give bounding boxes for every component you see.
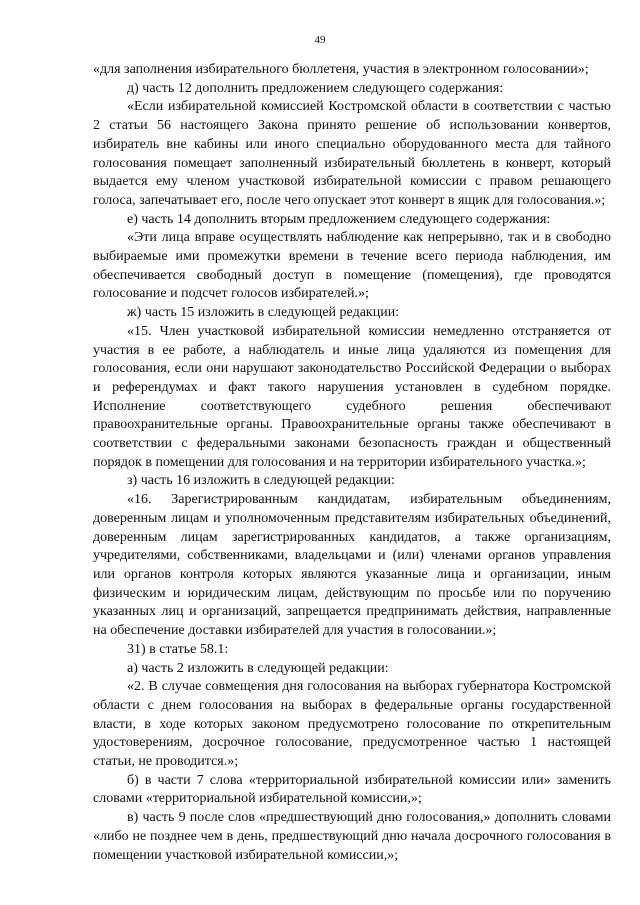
paragraph-10: 31) в статье 58.1: [127,641,229,657]
paragraph-5: «Эти лица вправе осуществлять наблюдение как непрерывно, так и в свободно выбираемые ими промежутки времени в течение всего периода наблюдения, им обеспечивается свободный доступ в помещение (помещения), где проводятся голосование и подсчет голосов избирателей.»; [93,230,611,302]
document-body [93,61,611,865]
paragraph-1: «для заполнения избирательного бюллетеня, участия в электронном голосовании»; [93,62,589,77]
paragraph-3: «Если избирательной комиссией Костромской области в соответствии с частью 2 статьи 56 настоящего Закона принято решение об использовании конвертов, избиратель вне кабины или иного специально оборудованного места для тайного голосования помещает заполненный избирательный бюллетень в конверт, который выдается ему членом участковой избирательной комиссии с правом решающего голоса, запечатывает его, после чего опускает этот конверт в ящик для голосования.»; [93,99,611,208]
paragraph-4: е) часть 14 дополнить вторым предложением следующего содержания: [127,211,551,227]
paragraph-11: а) часть 2 изложить в следующей редакции: [127,660,389,676]
paragraph-9: «16. Зарегистрированным кандидатам, избирательным объединениям, доверенным лицам и уполномоченным представителям избирательных объединений, доверенным лицам зарегистрированных кандидатов, а также организациям, учредителями, собственниками, владельцами и (или) членами органов управления или органов контроля которых являются указанные лица и организации, иным физическим и юридическим лицам, действующим по просьбе или по поручению указанных лиц и организаций, запрещается предпринимать действия, направленные на обеспечение доставки избирателей для участия в голосовании.»; [93,492,611,639]
paragraph-8: з) часть 16 изложить в следующей редакции: [127,473,395,489]
page-number: 49 [314,34,326,46]
paragraph-13: б) в части 7 слова «территориальной избирательной комиссии или» заменить словами «территориальной избирательной комиссии,»; [93,772,611,807]
paragraph-12: «2. В случае совмещения дня голосования на выборах губернатора Костромской области с днем голосования на выборах в федеральные органы государственной власти, в ходе которых законом предусмотрено голосование по открепительным удостоверениям, досрочное голосование, предусмотренное частью 1 настоящей статьи, не проводится.»; [93,679,611,770]
paragraph-2: д) часть 12 дополнить предложением следующего содержания: [127,80,504,96]
paragraph-14: в) часть 9 после слов «предшествующий дню голосования,» дополнить словами «либо не позднее чем в день, предшествующий дню начала досрочного голосования в помещении участковой избирательной комиссии,»; [93,810,611,863]
paragraph-7: «15. Член участковой избирательной комиссии немедленно отстраняется от участия в ее работе, а наблюдатель и иные лица удаляются из помещения для голосования, если они нарушают законодательство Российской Федерации о выборах и референдумах и факт такого нарушения установлен в судебном порядке. Исполнение соответствующего судебного решения обеспечивают правоохранительные органы. Правоохранительные органы также обеспечивают в соответствии с федеральными законами безопасность граждан и общественный порядок в помещении для голосования и на территории избирательного участка.»; [93,323,611,470]
paragraph-6: ж) часть 15 изложить в следующей редакции: [127,305,400,321]
